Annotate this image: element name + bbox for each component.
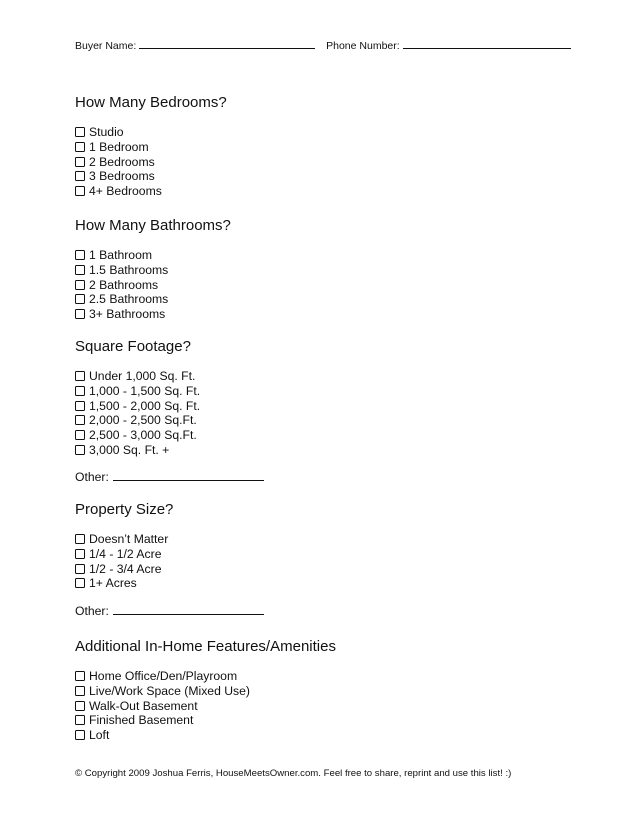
option-label: Doesn’t Matter [89, 532, 169, 547]
option-label: 1,500 - 2,000 Sq. Ft. [89, 398, 201, 413]
option-label: 1/2 - 3/4 Acre [89, 561, 162, 576]
checkbox[interactable] [75, 142, 85, 152]
checkbox[interactable] [75, 294, 85, 304]
copyright-footer: © Copyright 2009 Joshua Ferris, HouseMeetsOwner.com. Feel free to share, reprint and use this list! :) [75, 768, 512, 779]
bedrooms-option[interactable] [75, 169, 227, 184]
checkbox[interactable] [75, 686, 85, 696]
option-label: 2,500 - 3,000 Sq.Ft. [89, 428, 197, 443]
property-size-option[interactable] [75, 532, 264, 547]
bathrooms-option[interactable] [75, 277, 231, 292]
section-title: Square Footage? [75, 338, 191, 355]
other-label: Other: [75, 470, 109, 485]
features-option[interactable] [75, 698, 336, 713]
features-section [75, 638, 336, 742]
bathrooms-option[interactable] [75, 248, 231, 263]
bathrooms-option[interactable] [75, 292, 231, 307]
option-label: 3+ Bathrooms [89, 307, 166, 322]
checkbox[interactable] [75, 564, 85, 574]
property-size-section [75, 501, 264, 618]
checkbox[interactable] [75, 280, 85, 290]
section-title: How Many Bedrooms? [75, 94, 227, 111]
bedrooms-section [75, 94, 227, 198]
property-size-options [75, 532, 264, 591]
option-label: Walk-Out Basement [89, 698, 198, 713]
phone-number-field[interactable] [403, 38, 571, 49]
option-label: Loft [89, 728, 110, 743]
option-label: Home Office/Den/Playroom [89, 669, 238, 684]
other-row [75, 469, 264, 484]
option-label: 2.5 Bathrooms [89, 292, 169, 307]
option-label: 1+ Acres [89, 576, 137, 591]
square-footage-options [75, 369, 264, 457]
checkbox[interactable] [75, 186, 85, 196]
option-label: Finished Basement [89, 713, 194, 728]
other-label: Other: [75, 603, 109, 618]
checkbox[interactable] [75, 401, 85, 411]
checkbox[interactable] [75, 250, 85, 260]
checkbox[interactable] [75, 445, 85, 455]
features-option[interactable] [75, 669, 336, 684]
features-option[interactable] [75, 684, 336, 699]
checkbox[interactable] [75, 578, 85, 588]
option-label: 2 Bedrooms [89, 154, 155, 169]
section-title: Additional In-Home Features/Amenities [75, 638, 336, 655]
checkbox[interactable] [75, 534, 85, 544]
checkbox[interactable] [75, 715, 85, 725]
option-label: Under 1,000 Sq. Ft. [89, 369, 196, 384]
option-label: 1 Bathroom [89, 248, 153, 263]
phone-number-label: Phone Number: [326, 40, 400, 52]
checkbox[interactable] [75, 157, 85, 167]
checkbox[interactable] [75, 730, 85, 740]
option-label: 2,000 - 2,500 Sq.Ft. [89, 413, 197, 428]
bedrooms-option[interactable] [75, 184, 227, 199]
property-size-option[interactable] [75, 561, 264, 576]
section-title: Property Size? [75, 501, 174, 518]
checkbox[interactable] [75, 430, 85, 440]
other-property-size-field[interactable] [113, 603, 264, 615]
features-option[interactable] [75, 728, 336, 743]
option-label: 1/4 - 1/2 Acre [89, 547, 162, 562]
other-row [75, 603, 264, 618]
option-label: Studio [89, 125, 124, 140]
option-label: 1 Bedroom [89, 140, 149, 155]
bedrooms-option[interactable] [75, 154, 227, 169]
other-square-footage-field[interactable] [113, 469, 264, 481]
checkbox[interactable] [75, 549, 85, 559]
square-footage-option[interactable] [75, 369, 264, 384]
features-option[interactable] [75, 713, 336, 728]
square-footage-option[interactable] [75, 413, 264, 428]
checkbox[interactable] [75, 386, 85, 396]
checkbox[interactable] [75, 127, 85, 137]
option-label: Live/Work Space (Mixed Use) [89, 684, 250, 699]
bedrooms-options [75, 125, 227, 198]
bathrooms-option[interactable] [75, 307, 231, 322]
square-footage-option[interactable] [75, 384, 264, 399]
property-size-option[interactable] [75, 547, 264, 562]
checkbox[interactable] [75, 671, 85, 681]
checkbox[interactable] [75, 701, 85, 711]
option-label: 2 Bathrooms [89, 277, 159, 292]
checkbox[interactable] [75, 171, 85, 181]
checkbox[interactable] [75, 371, 85, 381]
features-options [75, 669, 336, 742]
square-footage-section [75, 338, 264, 484]
buyer-info-row [75, 38, 571, 52]
square-footage-option[interactable] [75, 442, 264, 457]
buyer-name-field[interactable] [139, 38, 315, 49]
property-size-option[interactable] [75, 576, 264, 591]
bathrooms-section [75, 217, 231, 321]
option-label: 1,000 - 1,500 Sq. Ft. [89, 384, 201, 399]
option-label: 1.5 Bathrooms [89, 263, 169, 278]
checkbox[interactable] [75, 309, 85, 319]
bedrooms-option[interactable] [75, 125, 227, 140]
bathrooms-options [75, 248, 231, 321]
square-footage-option[interactable] [75, 398, 264, 413]
checkbox[interactable] [75, 265, 85, 275]
square-footage-option[interactable] [75, 428, 264, 443]
section-title: How Many Bathrooms? [75, 217, 231, 234]
option-label: 3,000 Sq. Ft. + [89, 442, 170, 457]
buyer-name-label: Buyer Name: [75, 40, 137, 52]
checkbox[interactable] [75, 415, 85, 425]
bathrooms-option[interactable] [75, 263, 231, 278]
bedrooms-option[interactable] [75, 140, 227, 155]
option-label: 3 Bedrooms [89, 169, 155, 184]
option-label: 4+ Bedrooms [89, 184, 162, 199]
